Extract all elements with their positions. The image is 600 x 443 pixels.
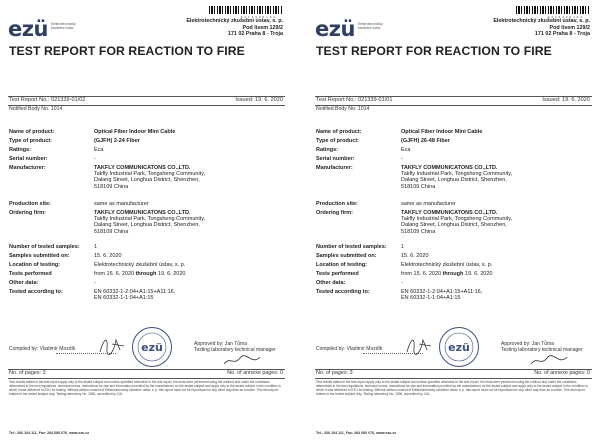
field-value: Eca — [401, 147, 411, 153]
through-word: through — [442, 271, 464, 277]
address-line: 518109 China — [94, 228, 129, 235]
field-label: Location of testing: — [316, 262, 368, 268]
field-label: Manufacturer: — [9, 165, 46, 171]
institute-name: Elektrotechnický zkušební ústav, s. p. — [186, 18, 283, 24]
notified-body: Notified Body No. 1014 — [9, 106, 63, 112]
field-value: - — [94, 280, 96, 286]
logo-wordmark: ezü — [315, 17, 355, 41]
pages-count: No. of pages: 3 — [316, 370, 353, 376]
field-value: - — [401, 156, 403, 162]
field-label: Manufacturer: — [316, 165, 353, 171]
divider — [315, 378, 592, 379]
address-line: Takfly Industrial Park, Tongsheng Community, — [94, 171, 206, 178]
start-date: 15. 6. 2020 — [413, 271, 442, 277]
logo-subtitle: Elektrotechnický zkušební ústav — [357, 22, 383, 30]
field-label: Ratings: — [9, 147, 31, 153]
field-label: Ordering firm: — [9, 210, 46, 216]
field-label: Type of product: — [9, 138, 52, 144]
institute-city: 171 02 Praha 8 - Troja — [227, 31, 283, 38]
field-value: Optical Fiber Indoor Mini Cable — [401, 129, 483, 135]
signature-scribble-icon — [529, 354, 569, 368]
report-number: Test Report No.: 021339-01/02 — [9, 97, 86, 103]
field-value — [401, 289, 586, 301]
field-value — [401, 210, 586, 235]
address-line: 518109 China — [401, 228, 436, 235]
signature-scribble-icon — [98, 334, 128, 356]
barcode-number: 0 2 1 3 3 9 0 1 0 2 — [240, 15, 275, 19]
institute-city: 171 02 Praha 8 - Troja — [534, 31, 590, 38]
divider — [8, 378, 285, 379]
from-word: from — [94, 271, 105, 277]
field-value — [94, 289, 279, 301]
field-value: - — [401, 280, 403, 286]
standard-line: EN 60332-1-2:04+A1:15+A11:16, — [401, 289, 483, 295]
official-stamp-icon — [438, 326, 480, 368]
field-value — [94, 271, 279, 277]
signature-scribble-icon — [405, 334, 435, 356]
field-value — [401, 165, 586, 190]
field-label: Tests performed — [9, 271, 52, 277]
field-value: (GJFH) 26-48 Fiber — [401, 138, 450, 144]
field-label: Production site: — [316, 201, 358, 207]
logo-wordmark: ezü — [8, 17, 48, 41]
page-counts — [9, 370, 283, 376]
field-label: Tested according to: — [316, 289, 370, 295]
field-value: 1 — [401, 244, 405, 250]
barcode-number: 0 2 1 3 3 9 0 1 0 1 — [547, 15, 582, 19]
report-meta — [9, 97, 283, 103]
field-value: 15. 6. 2020 — [401, 253, 429, 259]
address-line: TAKFLY COMMUNICATONS CO.,LTD. — [401, 210, 498, 216]
annexes-count: No. of annexe pages: 0 — [227, 370, 283, 376]
approved-by — [501, 341, 583, 353]
report-page-right — [313, 6, 596, 440]
address-line: TAKFLY COMMUNICATONS CO.,LTD. — [94, 165, 191, 171]
field-label: Ordering firm: — [316, 210, 353, 216]
end-date: 19. 6. 2020 — [157, 271, 186, 277]
contact-line: Tel.: 266 104 111, Fax: 284 680 076, www.ezu.cz — [9, 431, 90, 435]
official-stamp-icon — [131, 326, 173, 368]
address-line: 518109 China — [401, 183, 436, 190]
field-label: Other data: — [9, 280, 39, 286]
approved-name: Approved by: Jan Tůma — [501, 341, 554, 347]
standard-line: EN 60332-1-1:04+A1:15 — [94, 295, 154, 302]
report-number: Test Report No.: 021339-01/01 — [316, 97, 393, 103]
field-label: Serial number: — [9, 156, 48, 162]
approved-role: Testing laboratory technical manager — [501, 347, 583, 353]
institute-address — [493, 18, 590, 38]
compiled-by: Compiled by: Vladimír Mozdík — [316, 346, 383, 352]
address-line: Dalang Street, Longhua District, Shenzhen, — [401, 222, 507, 229]
field-label: Number of tested samples: — [9, 244, 80, 250]
report-meta — [316, 97, 590, 103]
field-label: Production site: — [9, 201, 51, 207]
field-label: Location of testing: — [9, 262, 61, 268]
signature-area — [6, 326, 289, 368]
address-line: Takfly Industrial Park, Tongsheng Community, — [401, 216, 513, 223]
field-value — [94, 210, 279, 235]
issued-date: Issued: 19. 6. 2020 — [235, 97, 283, 103]
pages-count: No. of pages: 3 — [9, 370, 46, 376]
field-value: Optical Fiber Indoor Mini Cable — [94, 129, 176, 135]
notified-body: Notified Body No. 1014 — [316, 106, 370, 112]
annexes-count: No. of annexe pages: 0 — [534, 370, 590, 376]
address-line: Takfly Industrial Park, Tongsheng Community, — [94, 216, 206, 223]
stamp-text: ezü — [448, 341, 470, 354]
field-value: Eca — [94, 147, 104, 153]
institute-address — [186, 18, 283, 38]
issued-date: Issued: 19. 6. 2020 — [542, 97, 590, 103]
fine-print: Test results stated in the test report apply only to the tested subject and unless specified otherwise in the test report, the tests were performed using the method and under the conditions determined in the test regulations, technical norms, instructions for use and information provided by the manufacturer on the tested subject and apply only to the tested subject in the condition in which it was delivered to EZU for testing. Without written consent of Elektrotechnický zkušební ústav, s. p. this report must not be reproduced in any other way than as a whole. This test report relates to the tested subject only. Testing laboratory No. 1096, accredited by CAI. — [9, 380, 281, 396]
address-line: TAKFLY COMMUNICATONS CO.,LTD. — [401, 165, 498, 171]
from-word: from — [401, 271, 412, 277]
field-label: Tested according to: — [9, 289, 63, 295]
barcode — [516, 6, 590, 14]
address-line: TAKFLY COMMUNICATONS CO.,LTD. — [94, 210, 191, 216]
approved-name: Approved by: Jan Tůma — [194, 341, 247, 347]
address-line: Takfly Industrial Park, Tongsheng Community, — [401, 171, 513, 178]
approved-by — [194, 341, 276, 353]
compiled-by: Compiled by: Vladimír Mozdík — [9, 346, 76, 352]
field-value: Elektrotechnický zkušební ústav, s. p. — [94, 262, 186, 268]
contact-line: Tel.: 266 104 111, Fax: 284 680 076, www.ezu.cz — [316, 431, 397, 435]
field-value: - — [94, 156, 96, 162]
field-value — [94, 165, 279, 190]
end-date: 19. 6. 2020 — [464, 271, 493, 277]
field-value: 15. 6. 2020 — [94, 253, 122, 259]
report-page-left — [6, 6, 289, 440]
field-label: Serial number: — [316, 156, 355, 162]
ezu-logo — [315, 18, 386, 40]
ezu-logo — [8, 18, 79, 40]
field-label: Name of product: — [316, 129, 362, 135]
logo-subtitle: Elektrotechnický zkušební ústav — [50, 22, 76, 30]
field-label: Number of tested samples: — [316, 244, 387, 250]
standard-line: EN 60332-1-1:04+A1:15 — [401, 295, 461, 302]
field-value: same as manufacturer — [401, 201, 456, 207]
field-label: Samples submitted on: — [9, 253, 70, 259]
fine-print: Test results stated in the test report apply only to the tested subject and unless specified otherwise in the test report, the tests were performed using the method and under the conditions determined in the test regulations, technical norms, instructions for use and information provided by the manufacturer on the tested subject and apply only to the tested subject in the condition in which it was delivered to EZU for testing. Without written consent of Elektrotechnický zkušební ústav, s. p. this report must not be reproduced in any other way than as a whole. This test report relates to the tested subject only. Testing laboratory No. 1096, accredited by CAI. — [316, 380, 588, 396]
report-title: TEST REPORT FOR REACTION TO FIRE — [9, 44, 245, 58]
institute-name: Elektrotechnický zkušební ústav, s. p. — [493, 18, 590, 24]
field-label: Name of product: — [9, 129, 55, 135]
field-label: Tests performed — [316, 271, 359, 277]
report-title: TEST REPORT FOR REACTION TO FIRE — [316, 44, 552, 58]
through-word: through — [135, 271, 157, 277]
address-line: Dalang Street, Longhua District, Shenzhen, — [94, 177, 200, 184]
institute-street: Pod lisem 129/2 — [242, 24, 283, 31]
approved-role: Testing laboratory technical manager — [194, 347, 276, 353]
field-value: same as manufacturer — [94, 201, 149, 207]
field-value: (GJFH) 2-24 Fiber — [94, 138, 140, 144]
field-label: Type of product: — [316, 138, 359, 144]
field-label: Ratings: — [316, 147, 338, 153]
field-label: Samples submitted on: — [316, 253, 377, 259]
page-counts — [316, 370, 590, 376]
stamp-text: ezü — [141, 341, 163, 354]
field-value: 1 — [94, 244, 98, 250]
standard-line: EN 60332-1-2:04+A1:15+A11:16, — [94, 289, 176, 295]
address-line: Dalang Street, Longhua District, Shenzhen, — [94, 222, 200, 229]
address-line: Dalang Street, Longhua District, Shenzhen, — [401, 177, 507, 184]
field-label: Other data: — [316, 280, 346, 286]
barcode — [209, 6, 283, 14]
field-value — [401, 271, 586, 277]
address-line: 518109 China — [94, 183, 129, 190]
signature-area — [313, 326, 596, 368]
start-date: 16. 6. 2020 — [106, 271, 135, 277]
signature-scribble-icon — [222, 354, 262, 368]
institute-street: Pod lisem 129/2 — [549, 24, 590, 31]
field-value: Elektrotechnický zkušební ústav, s. p. — [401, 262, 493, 268]
